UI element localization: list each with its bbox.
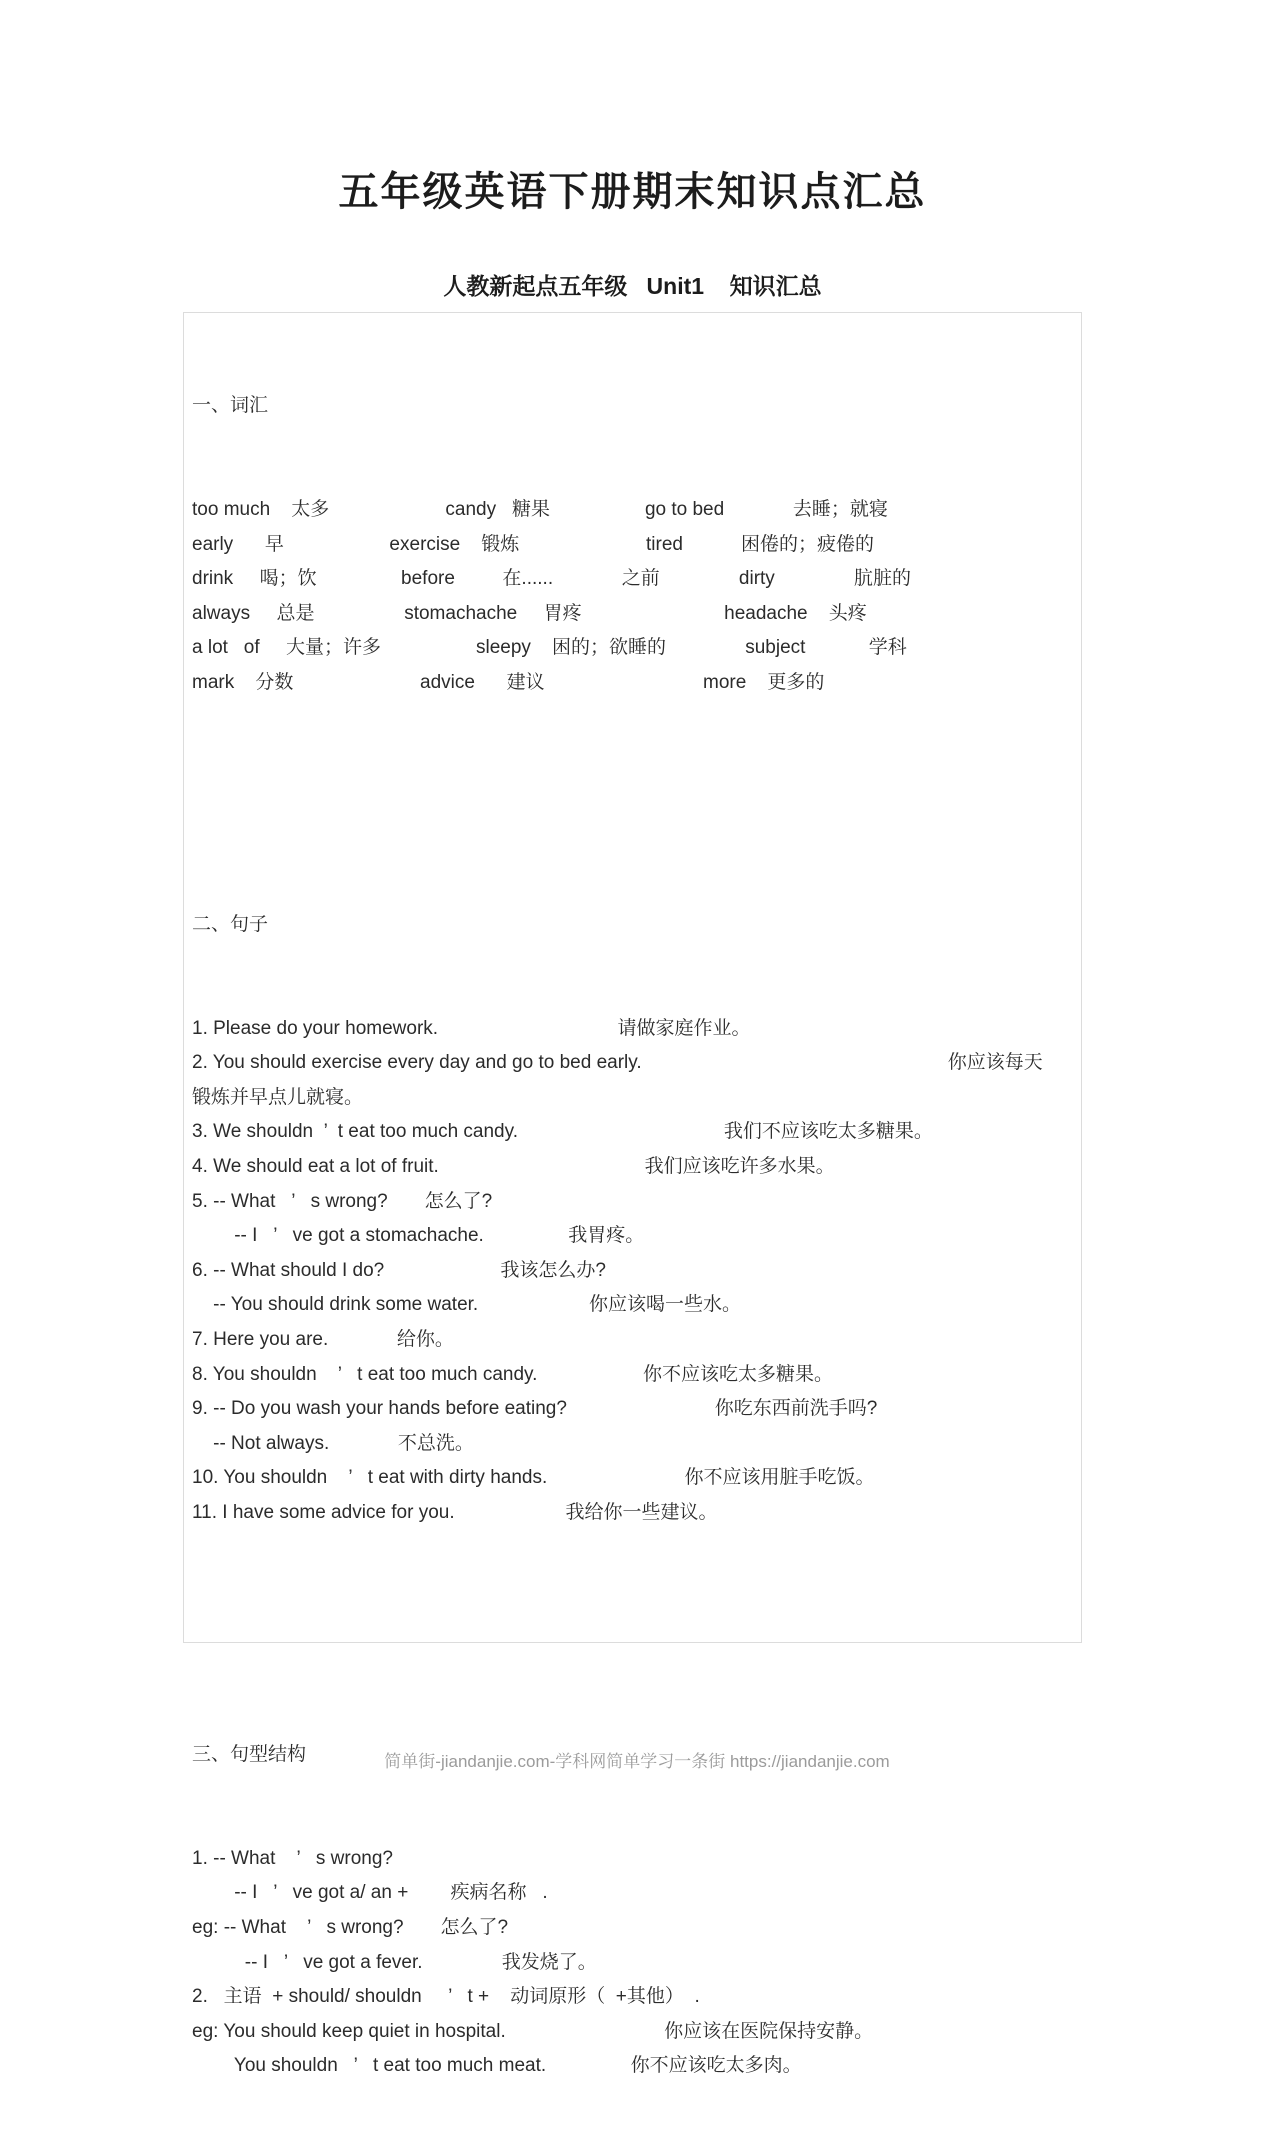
text-line: 3. We shouldn ’ t eat too much candy. 我们不应该吃太多糖果。 [192,1121,933,1143]
text-line: eg: -- What ’ s wrong? 怎么了? [192,1916,509,1938]
text-line: 2. You should exercise every day and go to bed early. 你应该每天 [192,1052,1043,1074]
text-line: 4. We should eat a lot of fruit. 我们应该吃许多水果。 [192,1156,835,1178]
document-section [192,839,1065,1600]
text-line: always 总是 stomachache 胃疼 headache 头疼 [192,602,867,624]
text-line: -- I ’ ve got a/ an + 疾病名称 . [192,1882,548,1904]
text-line: 1. -- What ’ s wrong? [192,1847,393,1869]
text-line: -- Not always. 不总洗。 [192,1432,474,1454]
text-line: 8. You shouldn ’ t eat too much candy. 你不应该吃太多糖果。 [192,1363,833,1385]
text-line: mark 分数 advice 建议 more 更多的 [192,671,825,693]
text-line: 10. You shouldn ’ t eat with dirty hands. 你不应该用脏手吃饭。 [192,1467,875,1489]
text-line: -- I ’ ve got a stomachache. 我胃疼。 [192,1225,645,1247]
text-line: -- You should drink some water. 你应该喝一些水。 [192,1294,742,1316]
section-heading: 一、词汇 [192,395,269,417]
text-line: 7. Here you are. 给你。 [192,1329,454,1351]
footer-watermark: 简单街-jiandanjie.com-学科网简单学习一条街 https://jiandanjie.com [384,1752,890,1771]
section-lines [192,493,1065,701]
section-lines [192,1842,1065,2084]
text-line: a lot of 大量；许多 sleepy 困的；欲睡的 subject 学科 [192,637,907,659]
text-line: 11. I have some advice for you. 我给你一些建议。 [192,1502,718,1523]
text-line: 锻炼并早点儿就寝。 [192,1086,364,1108]
section-lines [192,1012,1065,1531]
text-line: early 早 exercise 锻炼 tired 困倦的；疲倦的 [192,533,875,555]
text-line: eg: You should keep quiet in hospital. 你应该在医院保持安静。 [192,2020,874,2042]
document-section [192,1669,1065,2153]
section-heading: 三、句型结构 [192,1743,307,1765]
document-subtitle: 人教新起点五年级 Unit1 知识汇总 [443,273,822,299]
section-heading: 二、句子 [192,913,269,935]
text-line: drink 喝；饮 before 在...... 之前 dirty 肮脏的 [192,568,911,590]
text-line: 6. -- What should I do? 我该怎么办? [192,1259,606,1281]
text-line: -- I ’ ve got a fever. 我发烧了。 [192,1951,597,1973]
document-title: 五年级英语下册期末知识点汇总 [338,170,927,214]
text-line: 5. -- What ’ s wrong? 怎么了? [192,1190,493,1212]
document-section [192,320,1065,770]
text-line: 2. 主语 + should/ shouldn ’ t + 动词原形（ +其他） . [192,1986,700,2008]
text-line: 1. Please do your homework. 请做家庭作业。 [192,1017,751,1039]
text-line: You shouldn ’ t eat too much meat. 你不应该吃太多肉。 [192,2055,802,2077]
text-line: 9. -- Do you wash your hands before eating? 你吃东西前洗手吗? [192,1398,878,1420]
text-line: too much 太多 candy 糖果 go to bed 去睡；就寝 [192,498,888,520]
